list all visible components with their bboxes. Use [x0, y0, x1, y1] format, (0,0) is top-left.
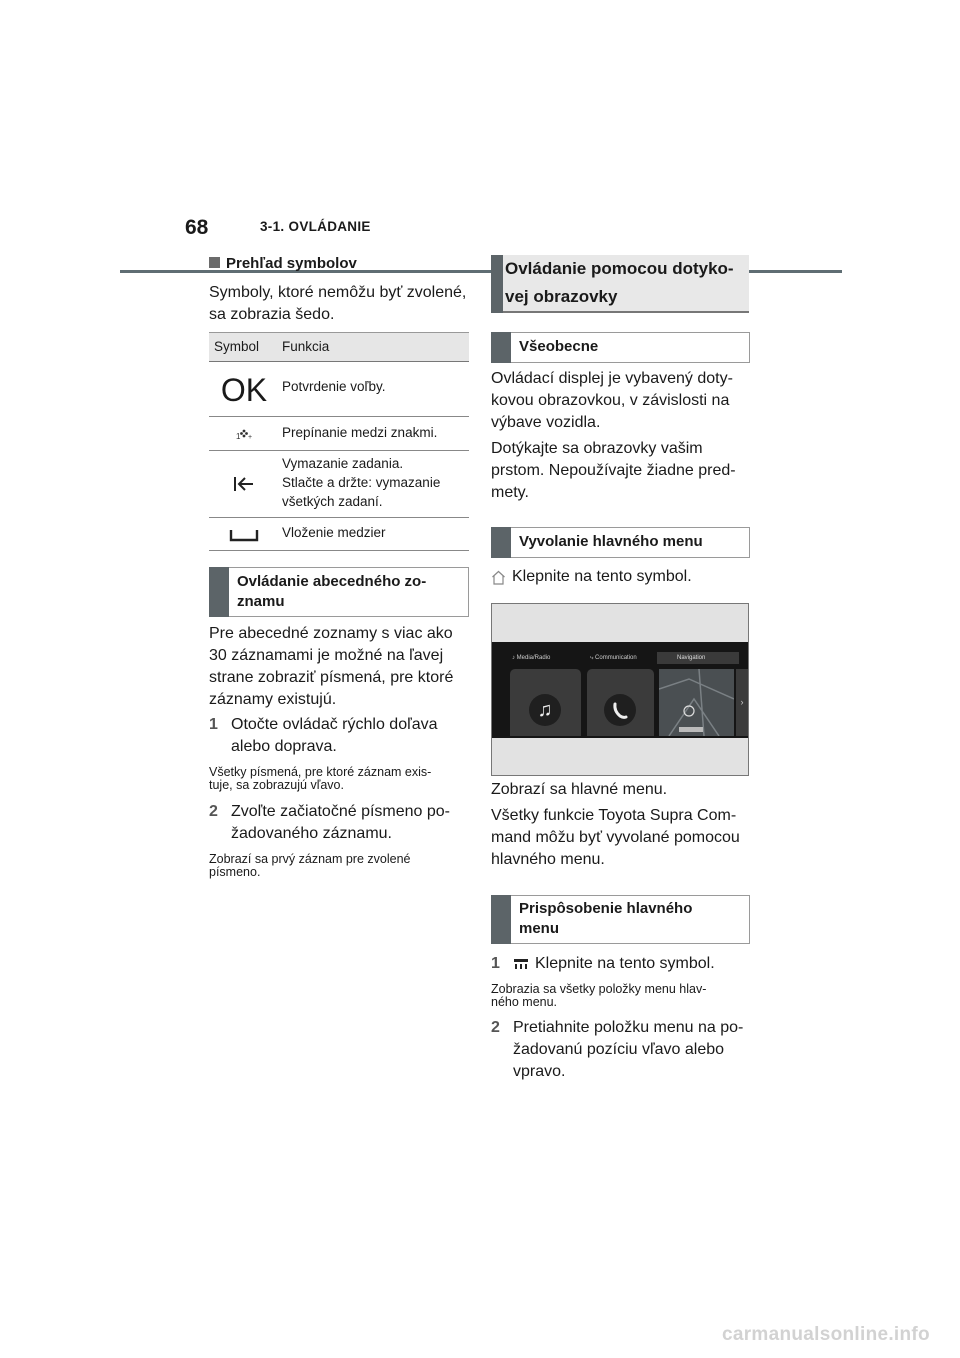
main-menu-screenshot [491, 603, 749, 776]
switch-characters-icon [209, 425, 279, 443]
customize-step-1-note: Zobrazia sa všetky položky menu hlav- ného menu. [491, 982, 707, 1009]
home-icon [491, 570, 506, 585]
symbol-table [209, 332, 469, 551]
phone-icon [604, 694, 636, 726]
music-note-icon: ♫ [529, 694, 561, 726]
media-tile [510, 669, 581, 736]
menu-text: Všetky funkcie Toyota Supra Com- mand môžu byť vyvolané pomocou hlavného menu. [491, 807, 740, 868]
col-symbol: Symbol [214, 339, 260, 354]
backspace-icon [209, 473, 279, 495]
communication-tile [587, 669, 654, 736]
menu-instruction: Klepnite na tento symbol. [491, 566, 692, 588]
step-1-note: Všetky písmená, pre ktoré záznam exis- tuje, sa zobrazujú vľavo. [209, 765, 432, 792]
chapter-title: 3-1. OVLÁDANIE [260, 219, 371, 234]
table-header [209, 332, 469, 362]
menu-result: Zobrazí sa hlavné menu. [491, 781, 668, 798]
alpha-list-text: Pre abecedné zoznamy s viac ako 30 záznamami je možné na ľavej strane zobraziť písmená, pre ktoré záznamy existujú. [209, 625, 454, 708]
main-menu-heading: Vyvolanie hlavného menu [491, 527, 750, 558]
communication-tile-label: ⤷ Communication [590, 655, 637, 661]
svg-text:1: 1 [236, 432, 241, 441]
col-function: Funkcia [282, 339, 330, 354]
touchscreen-heading: Ovládanie pomocou dotyko- vej obrazovky [491, 255, 749, 313]
step-1: 1 Otočte ovládač rýchlo doľava alebo doprava. [209, 716, 438, 755]
general-text-2: Dotýkajte sa obrazovky vašim prstom. Nepoužívajte žiadne pred- mety. [491, 440, 736, 501]
customize-step-2: 2 Pretiahnite položku menu na po- žadovanú pozíciu vľavo alebo vpravo. [491, 1019, 744, 1080]
alpha-list-heading: Ovládanie abecedného zo- znamu [209, 567, 469, 617]
table-row: Vymazanie zadania. Stlačte a držte: vymazanie všetkých zadaní. [209, 451, 469, 518]
page-number: 68 [185, 216, 209, 239]
watermark: carmanualsonline.info [722, 1324, 930, 1345]
general-heading: Všeobecne [491, 332, 750, 363]
customize-menu-heading: Prispôsobenie hlavného menu [491, 895, 750, 944]
chevron-right-icon: › [736, 669, 748, 736]
svg-text:+: + [248, 434, 252, 441]
table-row: OK Potvrdenie voľby. [209, 362, 469, 417]
step-2-note: Zobrazí sa prvý záznam pre zvolené písmeno. [209, 852, 411, 879]
space-icon [209, 526, 279, 544]
media-tile-label: ♪ Media/Radio [512, 655, 551, 661]
ok-icon: OK [220, 371, 268, 408]
navigation-map-tile [659, 669, 734, 736]
square-bullet-icon [209, 257, 220, 268]
table-row: 1 + Prepínanie medzi znakmi. [209, 417, 469, 451]
screen-display [492, 642, 748, 738]
customize-step-1: 1 Klepnite na tento symbol. [491, 955, 715, 972]
table-row: Vloženie medzier [209, 518, 469, 551]
section-intro: Symboly, ktoré nemôžu byť zvolené, sa zobrazia šedo. [209, 284, 467, 323]
edit-menu-icon [513, 958, 529, 970]
step-2: 2 Zvoľte začiatočné písmeno po- žadovaného záznamu. [209, 803, 450, 842]
general-text-1: Ovládací displej je vybavený doty- kovou obrazovkou, v závislosti na výbave vozidla. [491, 370, 733, 431]
section-title: Prehľad symbolov [209, 255, 357, 272]
navigation-tile-label: Navigation [677, 655, 706, 661]
